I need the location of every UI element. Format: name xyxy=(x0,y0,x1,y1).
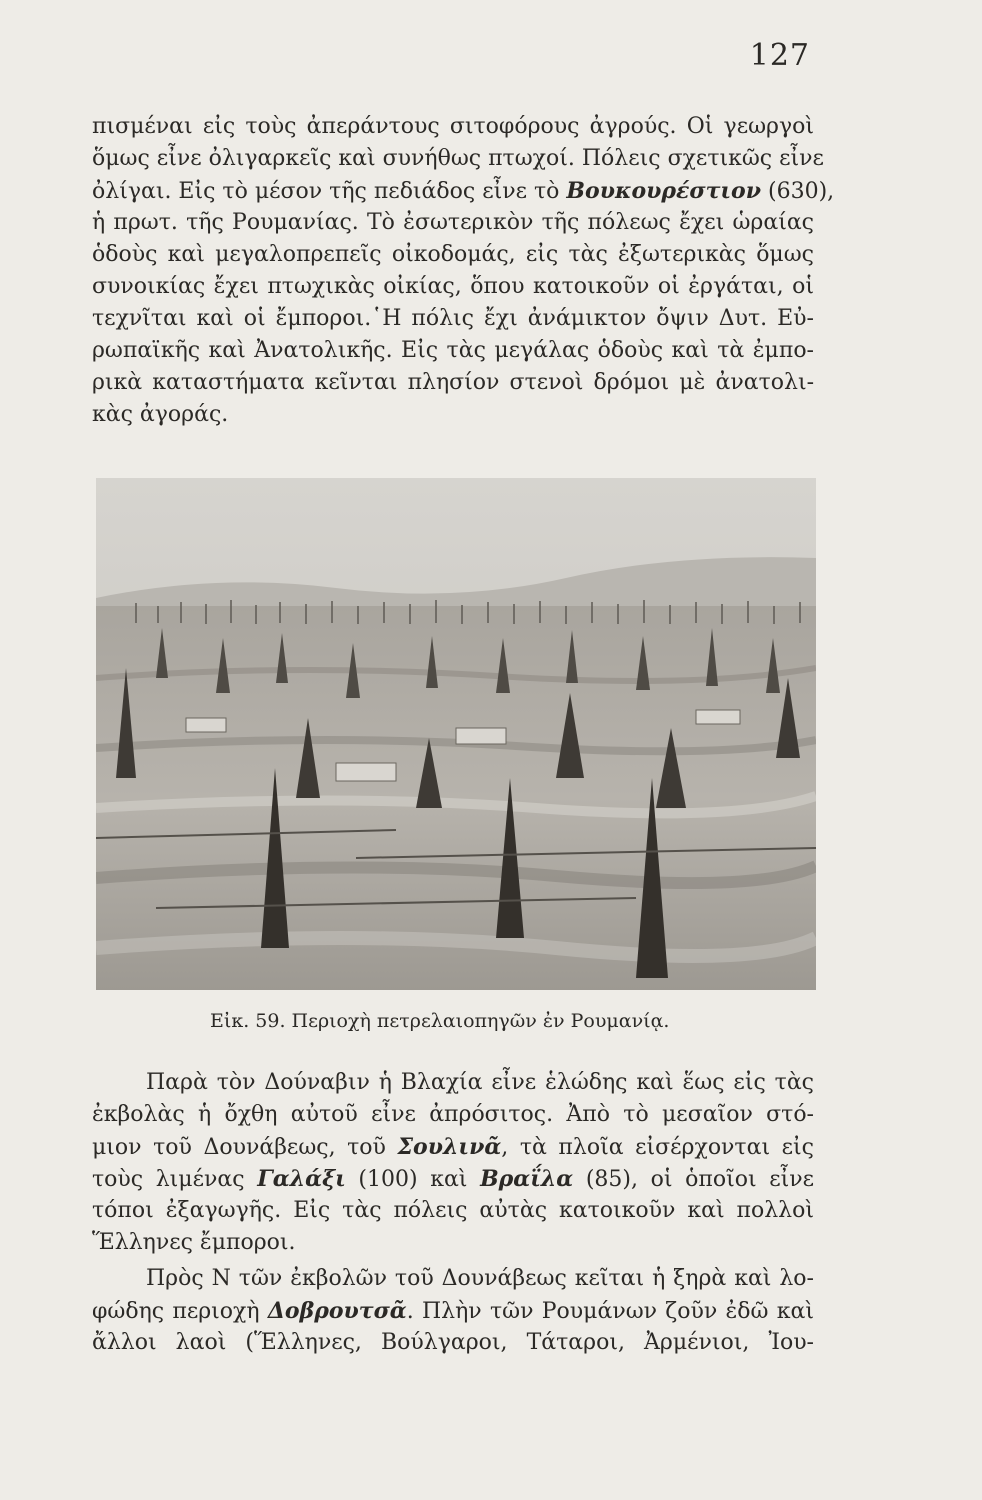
oil-field-illustration xyxy=(96,478,816,990)
text-line: ἡ πρωτ. τῆς Ρουμανίας. Τὸ ἐσωτερικὸν τῆς πόλεως ἔχει ὡραίας xyxy=(92,210,814,235)
text-line: ἄλλοι λαοὶ (Ἕλληνες, Βούλγαροι, Τάταροι, Ἀρμένιοι, Ἰου- xyxy=(92,1330,814,1355)
place-name-galati: Γαλάξι xyxy=(257,1166,346,1192)
text-line: Πρὸς Ν τῶν ἐκβολῶν τοῦ Δουνάβεως κεῖται ἡ ξηρὰ καὶ λο- xyxy=(146,1266,814,1291)
text-line: τόποι ἐξαγωγῆς. Εἰς τὰς πόλεις αὐτὰς κατοικοῦν καὶ πολλοὶ xyxy=(92,1198,814,1223)
text-line: τεχνῖται καὶ οἱ ἔμποροι.῾Η πόλις ἔχι ἀνάμικτον ὄψιν Δυτ. Εὐ- xyxy=(92,306,814,331)
place-name-sulina: Σουλινᾶ xyxy=(397,1134,502,1160)
text-line: ὁδοὺς καὶ μεγαλοπρεπεῖς οἰκοδομάς, εἰς τὰς ἐξωτερικὰς ὅμως xyxy=(92,242,814,267)
text-line: συνοικίας ἔχει πτωχικὰς οἰκίας, ὅπου κατοικοῦν οἱ ἐργάται, οἱ xyxy=(92,274,814,299)
text-line: φώδης περιοχὴ Δοβρουτσᾶ. Πλὴν τῶν Ρουμάνων ζοῦν ἐδῶ καὶ xyxy=(92,1298,814,1324)
place-name-dobrudja: Δοβρουτσᾶ xyxy=(267,1298,407,1324)
text-line: τοὺς λιμένας Γαλάξι (100) καὶ Βραΐλα (85), οἱ ὁποῖοι εἶνε xyxy=(92,1166,814,1192)
text-line: ἐκβολὰς ἡ ὄχθη αὐτοῦ εἶνε ἀπρόσιτος. Ἀπὸ τὸ μεσαῖον στό- xyxy=(92,1102,814,1127)
text-line: ρικὰ καταστήματα κεῖνται πλησίον στενοὶ δρόμοι μὲ ἀνατολι- xyxy=(92,370,814,395)
text-line: πισμέναι εἰς τοὺς ἀπεράντους σιτοφόρους ἀγρούς. Οἱ γεωργοὶ xyxy=(92,114,814,139)
text-line: ὀλίγαι. Εἰς τὸ μέσον τῆς πεδιάδος εἶνε τὸ Βουκουρέστιον (630), xyxy=(92,178,835,204)
place-name-braila: Βραΐλα xyxy=(480,1166,574,1192)
text-line: μιον τοῦ Δουνάβεως, τοῦ Σουλινᾶ, τὰ πλοῖα εἰσέρχονται εἰς xyxy=(92,1134,814,1160)
place-name-bucharest: Βουκουρέστιον xyxy=(566,178,761,204)
text-line: Παρὰ τὸν Δούναβιν ἡ Βλαχία εἶνε ἑλώδης καὶ ἕως εἰς τὰς xyxy=(146,1070,814,1095)
oil-field-photo xyxy=(96,478,816,990)
text-line: ὅμως εἶνε ὀλιγαρκεῖς καὶ συνήθως πτωχοί. Πόλεις σχετικῶς εἶνε xyxy=(92,146,824,171)
figure-caption: Εἰκ. 59. Περιοχὴ πετρελαιοπηγῶν ἐν Ρουμανίᾳ. xyxy=(210,1010,670,1032)
text-line: ρωπαϊκῆς καὶ Ἀνατολικῆς. Εἰς τὰς μεγάλας ὁδοὺς καὶ τὰ ἐμπο- xyxy=(92,338,814,363)
page-number: 127 xyxy=(749,38,810,73)
text-line: κὰς ἀγοράς. xyxy=(92,402,229,427)
text-line: Ἕλληνες ἔμποροι. xyxy=(92,1230,296,1255)
